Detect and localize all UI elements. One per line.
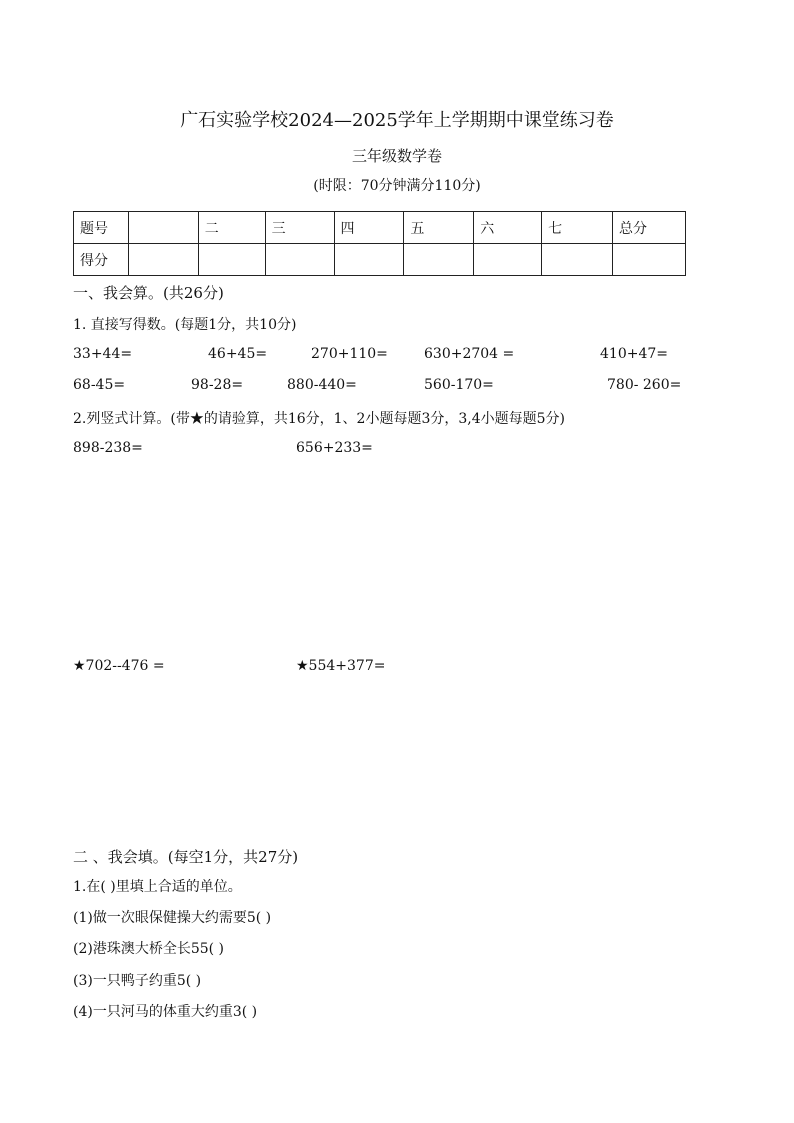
section2-heading: 二 、我会填。(每空1分，共27分) (73, 848, 299, 866)
calc-item: 880-440= (287, 377, 357, 393)
fill-item: (2)港珠澳大桥全长55( ) (73, 941, 225, 957)
table-cell: 五 (404, 212, 474, 244)
table-cell (128, 212, 198, 244)
time-limit: (时限：70分钟满分110分) (313, 178, 481, 194)
exam-title: 广石实验学校2024—2025学年上学期期中课堂练习卷 (180, 110, 614, 131)
score-cell[interactable] (198, 244, 265, 276)
table-cell: 六 (474, 212, 542, 244)
fill-item: (1)做一次眼保健操大约需要5( ) (73, 910, 272, 926)
score-table (73, 211, 686, 276)
q2-label: 2.列竖式计算。(带★的请验算，共16分，1、2小题每题3分，3,4小题每题5分) (73, 411, 565, 427)
score-cell[interactable] (265, 244, 334, 276)
score-cell[interactable] (613, 244, 686, 276)
exam-subtitle: 三年级数学卷 (351, 147, 442, 165)
score-cell[interactable] (542, 244, 613, 276)
score-table-header-row (74, 212, 686, 244)
calc-item: 410+47= (600, 346, 668, 362)
score-cell[interactable] (334, 244, 404, 276)
calc-item: 98-28= (191, 377, 244, 393)
calc-item: 560-170= (424, 377, 494, 393)
table-cell: 三 (265, 212, 334, 244)
table-cell: 题号 (74, 212, 129, 244)
vertical-calc-item: 898-238= (73, 440, 143, 456)
table-cell: 四 (334, 212, 404, 244)
calc-item: 630+2704 = (424, 346, 515, 362)
q1-label: 1. 直接写得数。(每题1分，共10分) (73, 317, 297, 333)
calc-item: 780- 260= (607, 377, 682, 393)
score-cell[interactable] (128, 244, 198, 276)
vertical-calc-item: ★702--476 = (73, 658, 165, 674)
score-cell[interactable] (404, 244, 474, 276)
calc-item: 46+45= (208, 346, 268, 362)
fill-item: (3)一只鸭子约重5( ) (73, 973, 202, 989)
table-cell: 二 (198, 212, 265, 244)
table-cell: 得分 (74, 244, 129, 276)
table-cell: 七 (542, 212, 613, 244)
score-cell[interactable] (474, 244, 542, 276)
table-cell: 总分 (613, 212, 686, 244)
section1-heading: 一、我会算。(共26分) (73, 284, 224, 302)
vertical-calc-item: 656+233= (296, 440, 373, 456)
fill-q1-label: 1.在( )里填上合适的单位。 (73, 879, 242, 895)
vertical-calc-item: ★554+377= (296, 658, 386, 674)
calc-item: 33+44= (73, 346, 133, 362)
score-table-score-row (74, 244, 686, 276)
fill-item: (4)一只河马的体重大约重3( ) (73, 1004, 258, 1020)
calc-item: 68-45= (73, 377, 126, 393)
calc-item: 270+110= (311, 346, 388, 362)
